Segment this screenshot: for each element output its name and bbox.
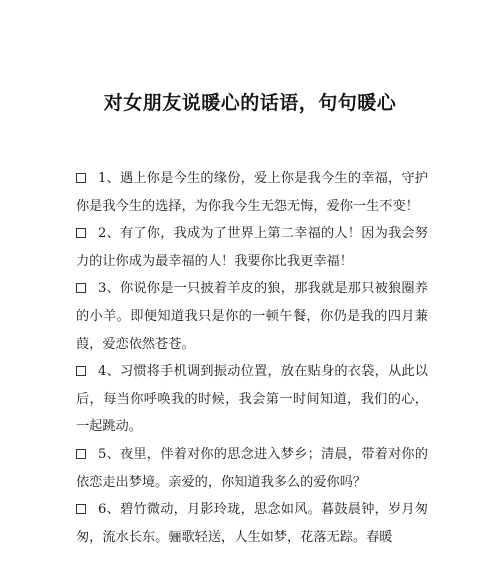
item-text: 5、夜里，伴着对你的思念进入梦乡；清晨，带着对你的依恋走出梦境。亲爱的，你知道我多么的爱你吗？ [76, 446, 428, 490]
list-item [76, 496, 428, 551]
checkbox-icon [76, 283, 86, 293]
list-item [76, 441, 428, 496]
checkbox-icon [76, 173, 86, 183]
item-text: 1、遇上你是今生的缘份，爱上你是我今生的幸福，守护你是我今生的选择，为你我今生无怨无悔，爱你一生不变！ [76, 171, 428, 214]
list-item [76, 220, 428, 275]
item-text: 4、习惯将手机调到振动位置，放在贴身的衣袋，从此以后，每当你呼唤我的时候，我会第一时间知道，我们的心，一起跳动。 [76, 364, 428, 435]
item-text: 6、碧竹微动，月影玲珑，思念如风。暮鼓晨钟，岁月匆匆，流水长东。骊歌轻送，人生如梦，花落无踪。春暖 [76, 502, 428, 545]
list-item [76, 165, 428, 220]
checkbox-icon [76, 504, 86, 514]
list-item [76, 275, 428, 358]
checkbox-icon [76, 228, 86, 238]
checkbox-icon [76, 449, 86, 459]
page-title: 对女朋友说暖心的话语，句句暖心 [103, 92, 397, 114]
checkbox-icon [76, 366, 86, 376]
list-item [76, 358, 428, 441]
article-body [76, 165, 428, 551]
item-text: 3、你说你是一只披着羊皮的狼，那我就是那只被狼圈养的小羊。即便知道我只是你的一顿午餐，你仍是我的四月蒹葭，爱恋依然苍苍。 [76, 281, 428, 352]
item-text: 2、有了你，我成为了世界上第二幸福的人！因为我会努力的让你成为最幸福的人！我要你比我更幸福！ [76, 226, 428, 269]
